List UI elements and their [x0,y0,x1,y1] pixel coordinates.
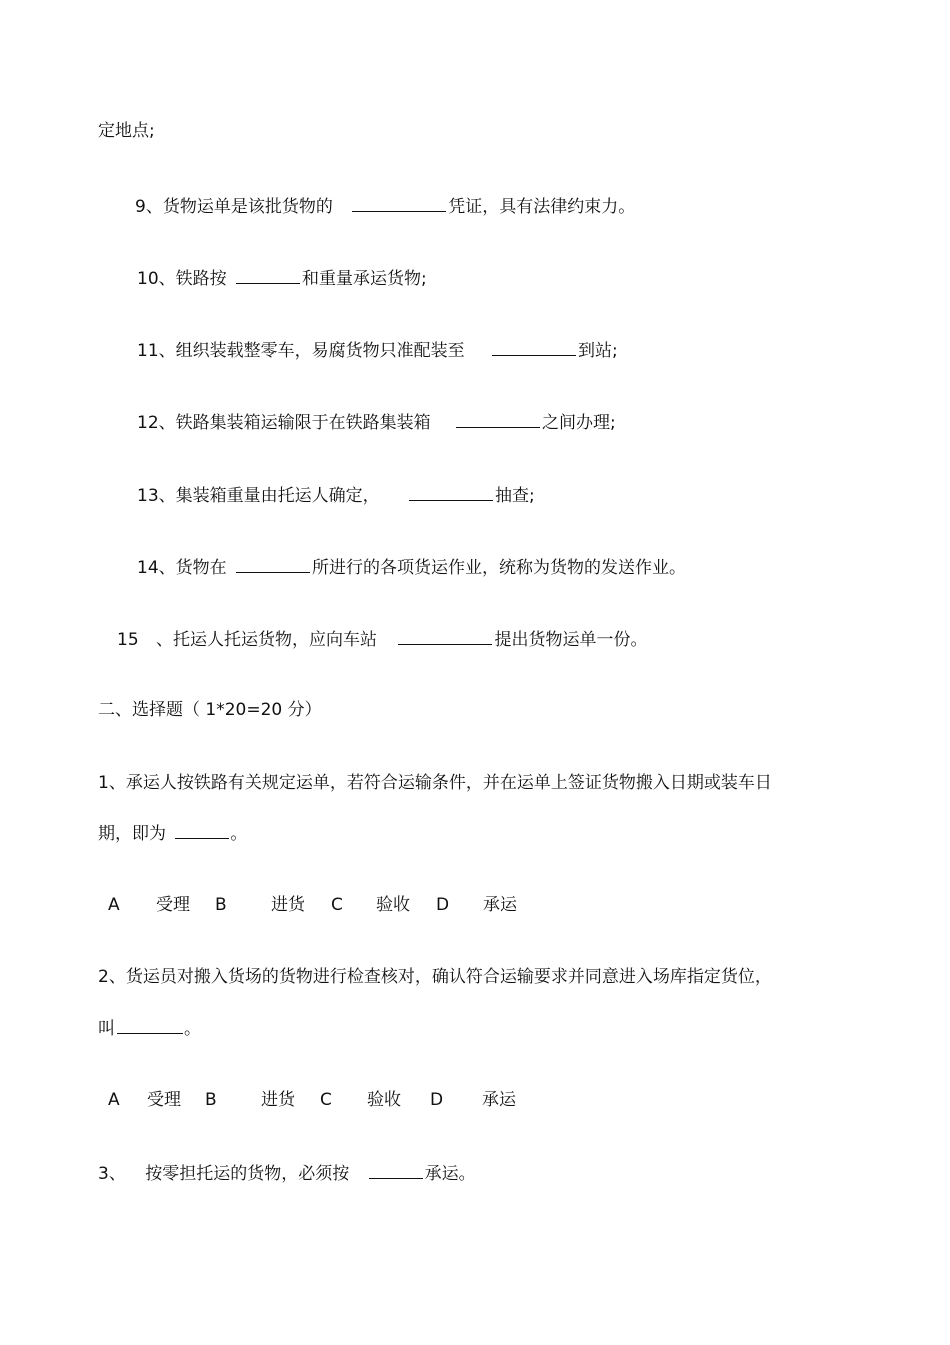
choice-question-3 [98,1160,476,1186]
answer-blank [117,1015,183,1034]
question-15-number: 15 [117,630,139,650]
option-letter: B [215,895,227,915]
continuation-text: 定地点; [98,121,155,141]
option-text: 受理 [156,895,190,915]
option-letter: A [108,895,120,915]
option-text: 承运 [482,1090,516,1110]
choice-question-2-text-after: 。 [184,1019,201,1039]
choice-question-2-text-before: 叫 [98,1019,115,1039]
option-letter: B [205,1090,217,1110]
question-11-text-before: 11、组织装载整零车，易腐货物只准配装至 [137,341,465,361]
option-text: 进货 [271,895,305,915]
question-11-text-after: 到站; [578,341,618,361]
option-letter: C [320,1090,332,1110]
question-9 [135,193,635,219]
answer-blank [236,265,300,284]
question-9-text-before: 9、货物运单是该批货物的 [135,197,333,217]
question-15 [117,626,647,652]
answer-blank [398,626,492,645]
section-heading-text: 二、选择题（ 1*20=20 分） [98,700,322,720]
option-text: 进货 [261,1090,295,1110]
choice-question-1-text-before: 期，即为 [98,824,166,844]
question-11 [137,337,618,363]
question-15-text-after: 提出货物运单一份。 [494,630,648,650]
choice-question-3-text-before: 按零担托运的货物，必须按 [145,1164,350,1184]
question-14-text-before: 14、货物在 [137,558,227,578]
question-10-text-after: 和重量承运货物; [302,269,427,289]
question-13-text-before: 13、集装箱重量由托运人确定， [137,486,380,506]
question-10 [137,265,427,291]
question-13 [137,482,535,508]
choice-question-2-line1 [98,965,772,989]
option-letter: A [108,1090,120,1110]
choice-question-1-line1 [98,771,772,795]
question-12-text-after: 之间办理; [542,413,616,433]
section-heading [98,698,322,722]
answer-blank [352,193,446,212]
option-text: 验收 [367,1090,401,1110]
question-13-text-after: 抽查; [495,486,535,506]
choice-question-3-number: 3、 [98,1164,126,1184]
option-letter: D [436,895,450,915]
question-14-text-after: 所进行的各项货运作业，统称为货物的发送作业。 [312,558,687,578]
option-letter: D [430,1090,444,1110]
continuation-line [98,119,155,143]
answer-blank [369,1160,423,1179]
answer-blank [456,409,540,428]
question-12-text-before: 12、铁路集装箱运输限于在铁路集装箱 [137,413,431,433]
question-14 [137,554,686,580]
question-12 [137,409,616,435]
choice-question-1-text-after: 。 [230,824,248,844]
choice-question-2-text: 2、货运员对搬入货场的货物进行检查核对，确认符合运输要求并同意进入场库指定货位， [98,967,772,987]
question-10-text-before: 10、铁路按 [137,269,227,289]
question-9-text-after: 凭证，具有法律约束力。 [448,197,636,217]
answer-blank [409,482,493,501]
answer-blank [175,820,229,839]
choice-question-1-line2 [98,820,247,846]
choice-question-1-text: 1、承运人按铁路有关规定运单，若符合运输条件，并在运单上签证货物搬入日期或装车日 [98,773,772,793]
option-letter: C [331,895,343,915]
question-15-text-before: 、托运人托运货物，应向车站 [156,630,378,650]
answer-blank [492,337,576,356]
choice-question-3-text-after: 承运。 [424,1164,476,1184]
option-text: 验收 [376,895,410,915]
option-text: 受理 [147,1090,181,1110]
choice-question-2-line2 [98,1015,201,1041]
option-text: 承运 [483,895,517,915]
answer-blank [236,554,310,573]
